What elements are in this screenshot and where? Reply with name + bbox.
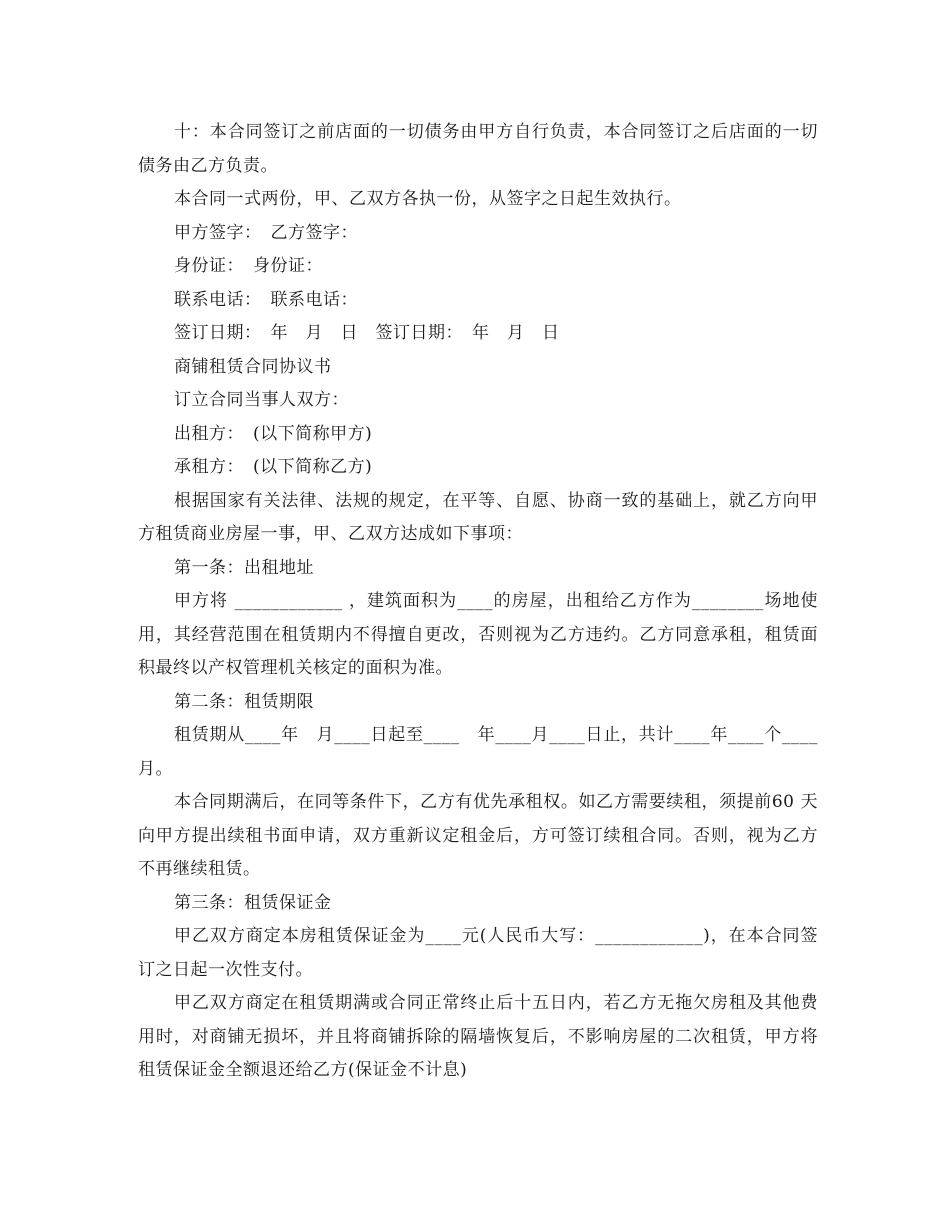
article-3-refund: 甲乙双方商定在租赁期满或合同正常终止后十五日内，若乙方无拖欠房租及其他费用时，对商铺无损坏，并且将商铺拆除的隔墙恢复后，不影响房屋的二次租赁，甲方将租赁保证金全额退还给乙方(保证金不计息) [138, 993, 818, 1080]
agreement-title: 商铺租赁合同协议书 [174, 356, 332, 377]
article-1-body: 甲方将 ____________ ，建筑面积为____的房屋，出租给乙方作为________场地使用，其经营范围在租赁期内不得擅自更改，否则视为乙方违约。乙方同意承租，租赁面积最终以产权管理机关核定的面积为准。 [138, 591, 818, 678]
document-body [138, 116, 818, 1088]
article-3-deposit: 甲乙双方商定本房租赁保证金为____元(人民币大写：____________)，在本合同签订之日起一次性支付。 [138, 926, 818, 980]
article-2-heading: 第二条：租赁期限 [174, 691, 314, 712]
article-2-term: 租赁期从____年 月____日起至____ 年____月____日止，共计____年____个____月。 [138, 725, 818, 779]
signing-date-line: 签订日期： 年 月 日 签订日期： 年 月 日 [174, 323, 560, 343]
lessee-line: 承租方： (以下简称乙方) [174, 457, 373, 477]
article-2-renewal: 本合同期满后，在同等条件下，乙方有优先承租权。如乙方需要续租，须提前60 天向甲方提出续租书面申请，双方重新议定租金后，方可签订续租合同。否则，视为乙方不再继续租赁。 [138, 792, 818, 879]
phone-line: 联系电话： 联系电话： [174, 289, 358, 310]
article-3-heading: 第三条：租赁保证金 [174, 892, 332, 913]
preamble: 根据国家有关法律、法规的规定，在平等、自愿、协商一致的基础上，就乙方向甲方租赁商业房屋一事，甲、乙双方达成如下事项： [138, 490, 818, 544]
article-1-heading: 第一条：出租地址 [174, 557, 314, 578]
id-card-line: 身份证： 身份证： [174, 256, 323, 276]
copies-note: 本合同一式两份，甲、乙双方各执一份，从签字之日起生效执行。 [174, 189, 682, 209]
signature-line: 甲方签字： 乙方签字： [174, 222, 358, 243]
lessor-line: 出租方： (以下简称甲方) [174, 423, 373, 444]
parties-heading: 订立合同当事人双方： [174, 390, 349, 410]
clause-debts: 十：本合同签订之前店面的一切债务由甲方自行负责，本合同签订之后店面的一切债务由乙方负责。 [138, 122, 818, 176]
